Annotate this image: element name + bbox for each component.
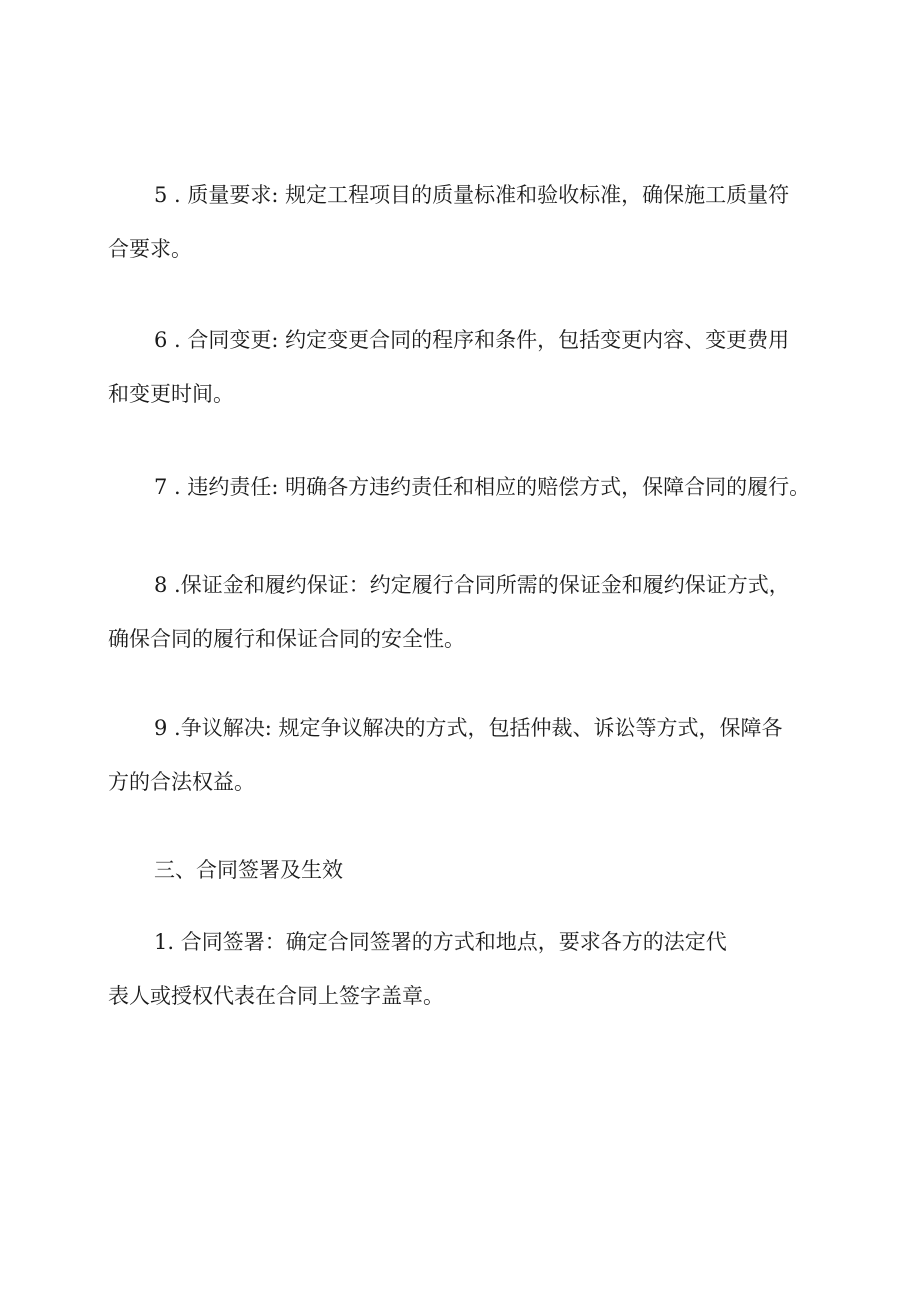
clause-contract-change xyxy=(108,313,820,421)
clause-line: 确保合同的履行和保证合同的安全性。 xyxy=(108,627,465,651)
clause-line: 8 .保证金和履约保证：约定履行合同所需的保证金和履约保证方式， xyxy=(154,573,790,597)
section-heading: 三、合同签署及生效 xyxy=(154,858,343,882)
clause-line: 和变更时间。 xyxy=(108,382,234,406)
clause-breach-liability xyxy=(108,460,820,514)
clause-line: 表人或授权代表在合同上签字盖章。 xyxy=(108,984,444,1008)
clause-line: 5 . 质量要求: 规定工程项目的质量标准和验收标准，确保施工质量符 xyxy=(154,183,790,207)
clause-line: 7 . 违约责任: 明确各方违约责任和相应的赔偿方式，保障合同的履行。 xyxy=(154,475,811,499)
clause-contract-signing xyxy=(108,915,820,1023)
clause-dispute-resolution xyxy=(108,701,820,809)
clause-deposit-guarantee xyxy=(108,558,820,666)
clause-line: 1. 合同签署：确定合同签署的方式和地点，要求各方的法定代 xyxy=(154,930,727,954)
clause-line: 6 . 合同变更: 约定变更合同的程序和条件，包括变更内容、变更费用 xyxy=(154,328,790,352)
clause-line: 9 .争议解决: 规定争议解决的方式，包括仲裁、诉讼等方式，保障各 xyxy=(154,716,783,740)
clause-line: 方的合法权益。 xyxy=(108,770,255,794)
clause-quality-requirements xyxy=(108,168,820,276)
clause-line: 合要求。 xyxy=(108,237,192,261)
